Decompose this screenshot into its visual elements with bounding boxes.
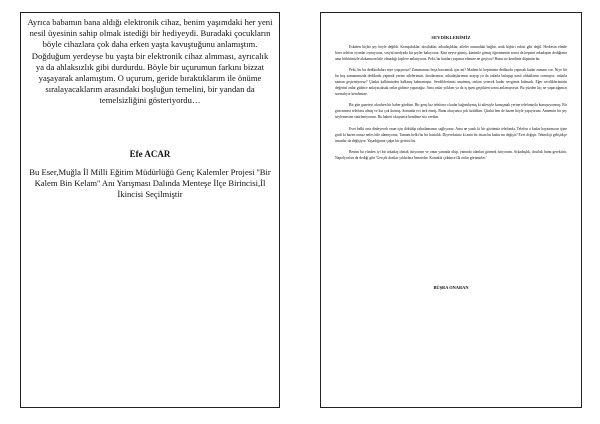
essay-paragraph: Benim bu yüzden iyi bir arkadaş olmak istiyorum ve onun yanında olup, yanında olanları görmek istiyorum. Arkadaşlık, dostluk bunu gerektirir. Napolyon'un da dediği gibi 'Gerçek dostlar yıldızlara benzerler. Karanlık çökünce ilk onlar görünürler.' (335, 150, 567, 160)
left-page (20, 12, 280, 408)
story-excerpt: Ayrıca babamın bana aldığı elektronik cihaz, benim yaşımdaki her yeni nesil üyesinin sahip olmak istediği bir hediyeydi. Buradaki çocukların böyle cihazlara çok daha erken yaşta kavuştuğunu anlamıştım. Doğduğum yerdeyse bu yaşta bir elektronik cihaz almması, ayrıcalık ya da ahlaksızlık gibi durdurdu. Böyle bir uçurumun farkını bizzat yaşayarak anlamıştım. O uçurum, geride bıraktıklarım ile önüme sıralayacaklarım arasındaki boşluğun temelini, bir yandan da temelsizliğini gösteriyordu… (27, 17, 273, 106)
award-note: Bu Eser,Muğla İl Milli Eğitim Müdürlüğü Genç Kalemler Projesi ''Bir Kalem Bin Kelam'' Anı Yarışması Dalında Menteşe İlçe Birincisi,İl İkincisi Seçilmiştir (29, 167, 271, 200)
essay-paragraph: Evet belki onu dinleyecek onun için dökülüp rahatlamasını sağlıyoruz. Ama ne yazık ki bir gözümüz telefonda. Telefon o kadar hayatımızın içine girdi ki bazen onsuz nefes bile alamıyoruz. Tamam belki bu bir hastalık. Diyeceksiniz ki ama bir insan bu kadar mı değişir? Evet değişir. Teknoloji geliştikçe insanlar da değişiyor. Yaşadığımız çağın bir getirisi bu. (335, 126, 567, 143)
essay-paragraph: Peki, bu bu dedikoduları niye yapıyoruz? Zamanımızı boşa harcamak için mi? Madem ki hepimizin dedikodu yapacak kadar zamanı var. Niye bir bu boş zamanımızda dedikodu yapmak yerine ailelerimizi, dostlarımızı, arkadaşlarımızı arayıp ya da onlarla buluşup nasıl olduklarını sormuyor, onlarla zaman geçirmiyoruz? Çünkü kalbimizden kalkmış kalmamıştır. Sevdiklerimizi unutmuş, onlara yetecek kadar sevgimiz kalmadı. Eğer sevdiklerimizin değerini onlar gidince anlayacaksak onlar gidince yapacağız. Ama onlar yokken ya da iş işten geçtikten sonra anlamıyoruz. Bu yüzden hiç ne yapacağımızı sormalıyız kendimize. (335, 68, 567, 96)
essay-signature: BÜŞRA ONARAN (433, 285, 469, 290)
essay-paragraph: Eskiden hiçbir şey böyle değildi. Komşuluklar, dostluklar, arkadaşlıklar, aileler arasındaki bağlar, artık hiçbiri eskisi gibi değil. Herkesin elinde birer telefon oyunlar oynuyoruz, sosyal medyada bir şeyler bakıyoruz. Kim neyse gitmiş, kimimle gitmiş öğrenmenin sonra da hepsini arkadaşım dediğimiz ama birbirimizle alakamızın bile olmadığı kişilere anlatıyoruz. Peki, bu bunları yapınca elimize ne geçiyor? Bunu siz kendiniz düşünün bu. (335, 45, 567, 61)
essay-body (335, 45, 567, 167)
author-name: Efe ACAR (129, 149, 171, 159)
right-page (320, 12, 582, 408)
essay-paragraph: Bir gün gazeteyi okurken bir haber gördüm. Bir genç kız telefona o kadar bağımlıymış ki ailesiyle konuşmak yerine telefonuyla konuşuyormuş. Bir gün annesi telefonu almış ve kız çok kızmış. Sonunda evi terk etmiş. Bunu okuyunca çok üzüldüm. Çünkü ben de bazen böyle yapıyorum. Annemin bir şey söylemesine sinirleniyorum. Bu haberi okuyunca kendime söz verdim. (335, 103, 567, 120)
essay-title: SEVDİKLERİMİZ (431, 35, 471, 40)
